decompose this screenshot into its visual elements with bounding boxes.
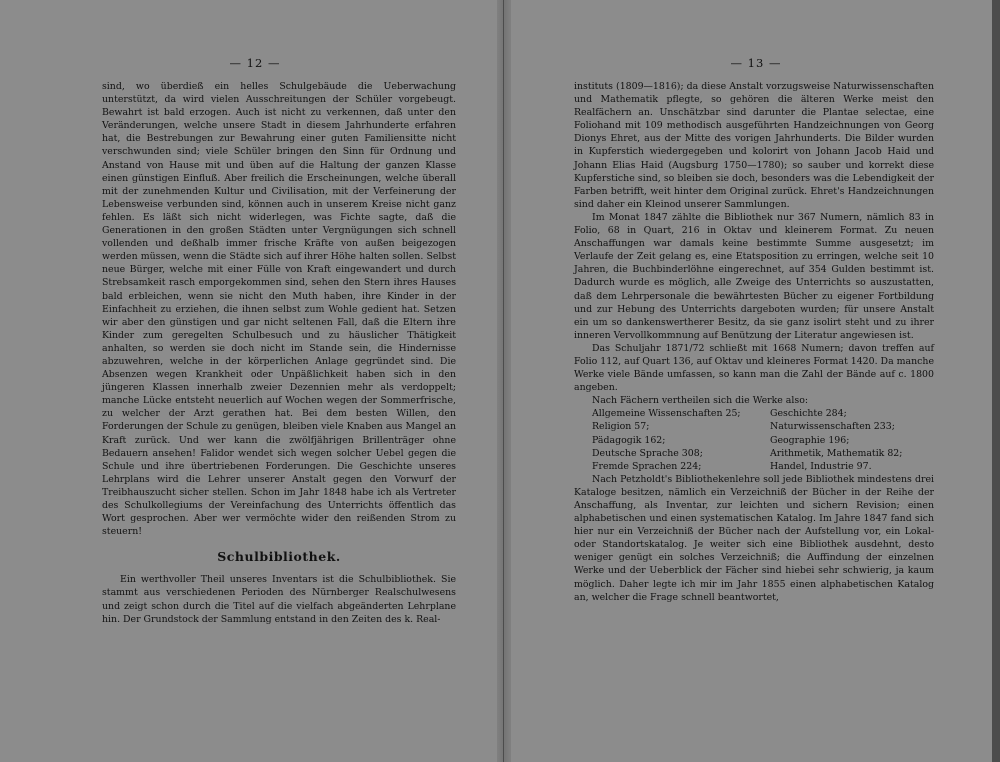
stats-cell: Geschichte 284; [770, 408, 847, 420]
left-paragraph-2: Ein werthvoller Theil unseres Inventars ist die Schulbibliothek. Sie stammt aus verschiedenen Perioden des Nürnberger Realschulwesens und zeigt schon durch die Titel auf die vielfach abgeänderten Lehrplane hin. Der Grundstock der Sammlung entstand in den Zeiten des k. Real- [102, 574, 456, 625]
right-paragraph-2: Im Monat 1847 zählte die Bibliothek nur 367 Numern, nämlich 83 in Folio, 68 in Quart, 216 in Oktav und kleinerem Format. Zu neuen Anschaffungen war damals keine bestimmte Summe ausgesetzt; im Verlaufe der Zeit gelang es, eine Etatsposition zu erringen, welche seit 10 Jahren, die Buchbinderlöhne eingerechnet, auf 354 Gulden bestimmt ist. Dadurch wurde es möglich, alle Zweige des Unterrichts so auszustatten, daß dem Lehrpersonale die bewährtesten Bücher zu eigener Fortbildung und zur Hebung des Unterrichts dargeboten wurden; für unsere Anstalt ein um so dankenswertherer Besitz, da sie ganz isolirt steht und zu ihrer inneren Vervollkommnung auf Benützung der Literatur angewiesen ist. [574, 211, 934, 341]
right-text-block [574, 80, 934, 604]
left-page [20, 0, 490, 762]
left-paragraph-1: sind, wo überdieß ein helles Schulgebäude die Ueberwachung unterstützt, da wird vielen Ausschreitungen der Schüler vorgebeugt. Bewahrt ist bald erzogen. Auch ist nicht zu verkennen, daß unter den Veränderungen, welche unsere Stadt in diesem Jahrhunderte erfahren hat, die Bestrebungen zur Bewahrung einer guten Familiensitte nicht verschwunden sind; viele Schüler bringen den Sinn für Ordnung und Anstand von Hause mit und üben auf die Haltung der ganzen Klasse einen günstigen Einfluß. Aber freilich die Erscheinungen, welche überall mit der zunehmenden Kultur und Civilisation, mit der Verfeinerung der Lebensweise verbunden sind, können auch in unserem Kreise nicht ganz fehlen. Es läßt sich nicht widerlegen, was Fichte sagte, daß die Generationen in den großen Städten unter Vergnügungen sich schnell vollenden und deßhalb immer frische Kräfte von außen beigezogen werden müssen, wenn die Städte sich auf ihrer Höhe halten sollen. Selbst neue Bürger, welche mit einer Fülle von Kraft eingewandert und durch Strebsamkeit rasch emporgekommen sind, sehen den Stern ihres Hauses bald erbleichen, wenn sie nicht den Muth haben, ihre Kinder in der Einfachheit zu erziehen, die ihnen selbst zum Wohle gedient hat. Setzen wir aber den günstigen und gar nicht seltenen Fall, daß die Eltern ihre Kinder zum geregelten Schulbesuch und zu häuslicher Thätigkeit anhalten, so werden sie doch nicht im Stande sein, die Hindernisse abzuwehren, welche in der körperlichen Anlage gegründet sind. Die Absenzen wegen Krankheit oder Unpäßlichkeit haben sich in den jüngeren Klassen innerhalb zweier Dezennien mehr als verdoppelt; manche Lücke entsteht neuerlich auf Wochen wegen der Sommerfrische, zu welcher der Arzt gerathen hat. Bei dem besten Willen, den Forderungen der Schule zu genügen, bleiben viele Knaben aus Mangel an Kraft zurück. Und wer kann die zwölfjährigen Brillenträger ohne Bedauern ansehen! Falidor wendet sich wegen solcher Uebel gegen die Schule und ihre übertriebenen Forderungen. Die Geschichte unseres Lehrplans wird die Lehrer unserer Anstalt gegen den Vorwurf der Treibhauszucht sicher stellen. Schon im Jahr 1848 habe ich als Vertreter des Schulkollegiums der Vereinfachung des Unterrichts öffentlich das Wort gesprochen. Aber wer vermöchte wider den reißenden Strom zu steuern! [102, 81, 456, 538]
section-heading: Schulbibliothek. [217, 549, 341, 565]
stats-cell: Handel, Industrie 97. [770, 460, 872, 472]
stats-intro: Nach Fächern vertheilen sich die Werke also: [592, 395, 809, 407]
stats-cell: Allgemeine Wissenschaften 25; [592, 408, 741, 420]
stats-cell: Geographie 196; [770, 434, 850, 446]
subject-stats-table [574, 407, 934, 472]
right-paragraph-4: Nach Petzholdt's Bibliothekenlehre soll jede Bibliothek mindestens drei Kataloge besitzen, nämlich ein Verzeichniß der Bücher in der Reihe der Anschaffung, als Inventar, zur leichten und sichern Revision; einen alphabetischen und einen systematischen Katalog. Im Jahre 1847 fand sich hier nur ein Verzeichniß der Bücher nach der Aufstellung vor, ein Lokal- oder Standortskatalog. Je weiter sich eine Bibliothek ausdehnt, desto weniger genügt ein solches Verzeichniß; die Auffindung der einzelnen Werke und der Ueberblick der Fächer sind hiebei sehr schwierig, ja kaum möglich. Daher legte ich mir im Jahr 1855 einen alphabetischen Katalog an, welcher die Frage schnell beantwortet, [574, 473, 934, 603]
stats-cell: Pädagogik 162; [592, 434, 666, 446]
right-paragraph-1: instituts (1809—1816); da diese Anstalt vorzugsweise Naturwissenschaften und Mathematik pflegte, so gehören die älteren Werke meist den Realfächern an. Unschätzbar sind darunter die Plantae selectae, eine Foliohand mit 109 methodisch ausgeführten Handzeichnungen von Georg Dionys Ehret, aus der Mitte des vorigen Jahrhunderts. Die Bilder wurden in Kupferstich wiedergegeben und kolorirt von Johann Jacob Haid und Johann Elias Haid (Augsburg 1750—1780); so sauber und korrekt diese Kupferstiche sind, so bleiben sie doch, besonders was die Lebendigkeit der Farben betrifft, weit hinter dem Original zurück. Ehret's Handzeichnungen sind daher ein Kleinod unserer Sammlungen. [574, 81, 934, 210]
right-paragraph-3: Das Schuljahr 1871/72 schließt mit 1668 Numern; davon treffen auf Folio 112, auf Quart 136, auf Oktav und kleineres Format 1420. Da manche Werke viele Bände umfassen, so kann man die Zahl der Bände auf c. 1800 angeben. [574, 342, 934, 394]
stats-cell: Arithmetik, Mathematik 82; [770, 447, 903, 459]
book-gutter [497, 0, 511, 762]
stats-cell: Religion 57; [592, 421, 650, 433]
stats-cell: Deutsche Sprache 308; [592, 447, 703, 459]
left-text-block [102, 80, 456, 626]
right-page [520, 0, 992, 762]
scan-edge [992, 0, 1000, 762]
left-page-number: — 12 — [229, 56, 281, 70]
gutter-fold-line [503, 0, 504, 762]
stats-cell: Fremde Sprachen 224; [592, 460, 702, 472]
stats-cell: Naturwissenschaften 233; [770, 421, 895, 433]
right-page-number: — 13 — [730, 56, 782, 70]
